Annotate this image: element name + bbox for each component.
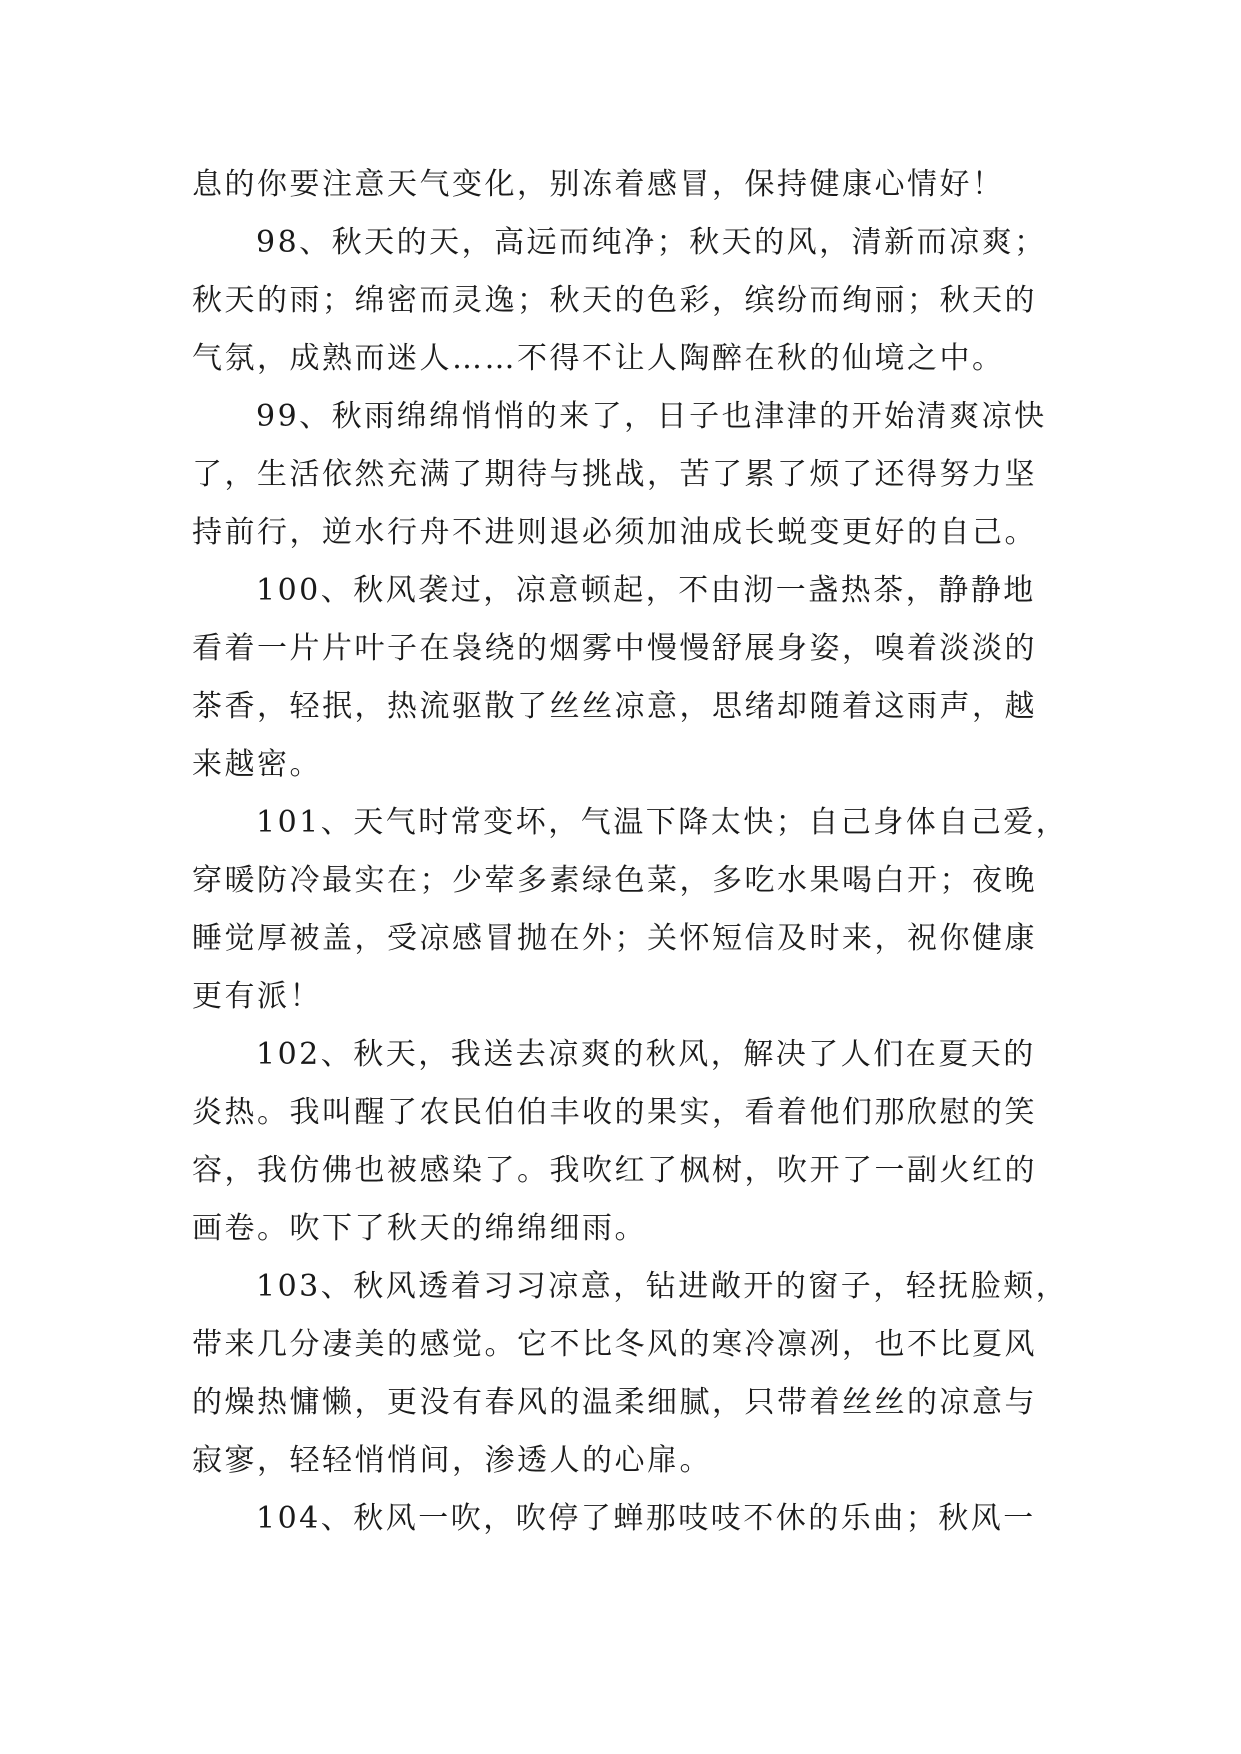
- text-line-22: 的燥热慵懒，更没有春风的温柔细腻，只带着丝丝的凉意与: [192, 1385, 1037, 1420]
- text-line-4: 气氛，成熟而迷人……不得不让人陶醉在秋的仙境之中。: [192, 341, 1005, 376]
- text-line-21: 带来几分凄美的感觉。它不比冬风的寒冷凛冽，也不比夏风: [192, 1327, 1037, 1362]
- text-line-13: 穿暖防冷最实在；少荤多素绿色菜，多吃水果喝白开；夜晚: [192, 863, 1037, 898]
- text-line-10: 茶香，轻抿，热流驱散了丝丝凉意，思绪却随着这雨声，越: [192, 689, 1037, 724]
- text-line-6: 了，生活依然充满了期待与挑战，苦了累了烦了还得努力坚: [192, 457, 1037, 492]
- text-line-11: 来越密。: [192, 747, 322, 782]
- text-line-5: 99、秋雨绵绵悄悄的来了，日子也津津的开始清爽凉快: [256, 399, 1047, 434]
- text-line-15: 更有派！: [192, 979, 322, 1014]
- text-line-3: 秋天的雨；绵密而灵逸；秋天的色彩，缤纷而绚丽；秋天的: [192, 283, 1037, 318]
- text-line-18: 容，我仿佛也被感染了。我吹红了枫树，吹开了一副火红的: [192, 1153, 1037, 1188]
- text-line-9: 看着一片片叶子在袅绕的烟雾中慢慢舒展身姿，嗅着淡淡的: [192, 631, 1037, 666]
- text-line-8: 100、秋风袭过，凉意顿起，不由沏一盏热茶，静静地: [256, 573, 1036, 608]
- text-line-23: 寂寥，轻轻悄悄间，渗透人的心扉。: [192, 1443, 712, 1478]
- text-line-17: 炎热。我叫醒了农民伯伯丰收的果实，看着他们那欣慰的笑: [192, 1095, 1037, 1130]
- text-line-16: 102、秋天，我送去凉爽的秋风，解决了人们在夏天的: [256, 1037, 1036, 1072]
- text-line-12: 101、天气时常变坏，气温下降太快；自己身体自己爱，: [256, 805, 1069, 840]
- text-line-14: 睡觉厚被盖，受凉感冒抛在外；关怀短信及时来，祝你健康: [192, 921, 1037, 956]
- text-line-24: 104、秋风一吹，吹停了蝉那吱吱不休的乐曲；秋风一: [256, 1501, 1036, 1536]
- text-line-19: 画卷。吹下了秋天的绵绵细雨。: [192, 1211, 647, 1246]
- text-line-7: 持前行，逆水行舟不进则退必须加油成长蜕变更好的自己。: [192, 515, 1037, 550]
- text-line-20: 103、秋风透着习习凉意，钻进敞开的窗子，轻抚脸颊，: [256, 1269, 1069, 1304]
- text-line-1: 息的你要注意天气变化，别冻着感冒，保持健康心情好！: [192, 167, 1005, 202]
- text-line-2: 98、秋天的天，高远而纯净；秋天的风，清新而凉爽；: [256, 225, 1047, 260]
